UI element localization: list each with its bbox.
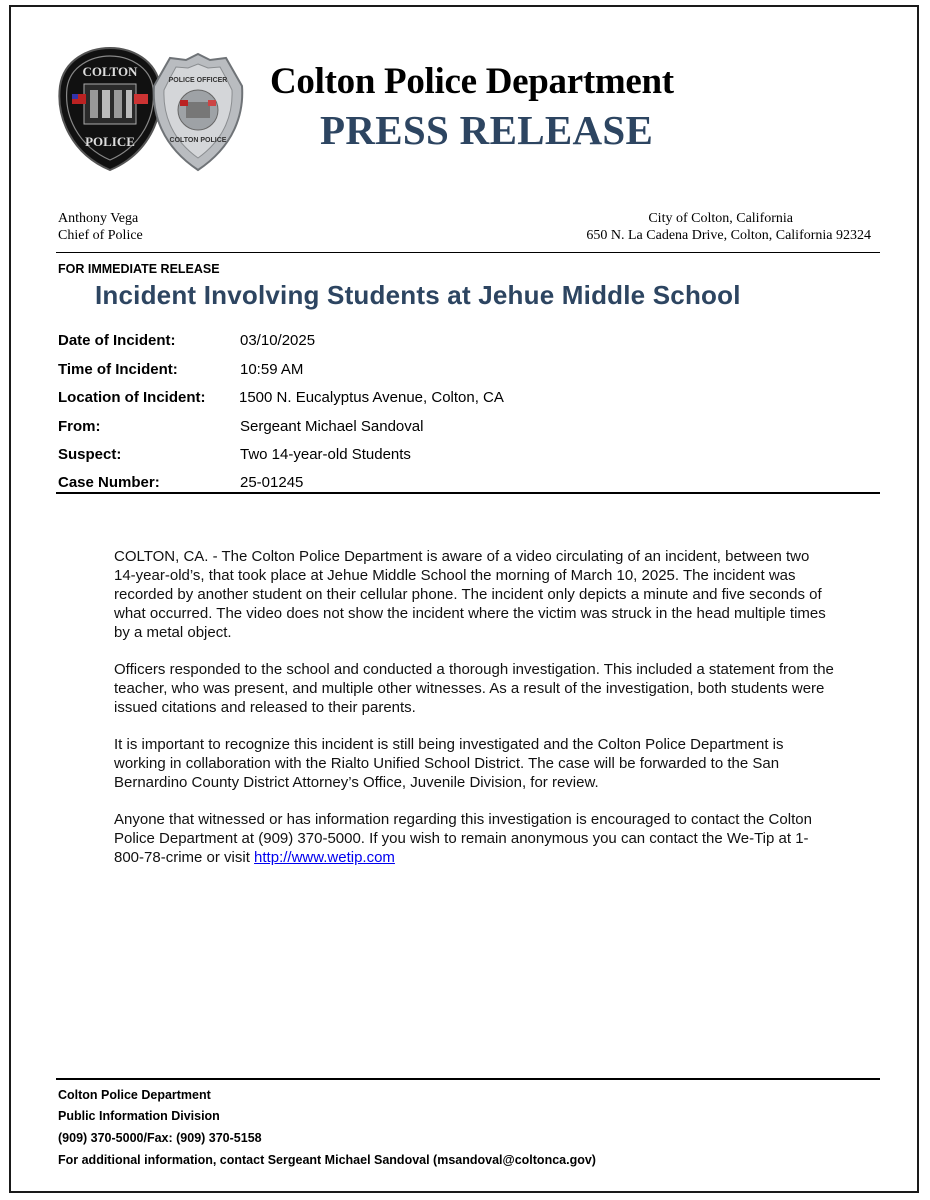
case-number-value: 25-01245 [240,474,304,491]
body-paragraph-3: It is important to recognize this incident is still being investigated and the Colton Police Department is working in collaboration with the Rialto Unified School District. The case will be forwarded to the San Bernardino County District Attorney’s Office, Juvenile Division, for review. [114,736,784,791]
time-value: 10:59 AM [240,361,304,378]
svg-text:COLTON POLICE: COLTON POLICE [169,137,227,144]
footer-phone-fax: (909) 370-5000/Fax: (909) 370-5158 [58,1131,262,1145]
suspect-label: Suspect: [58,446,122,463]
city-name: City of Colton, California [648,211,793,226]
date-value: 03/10/2025 [240,332,316,349]
wetip-link[interactable]: http://www.wetip.com [254,849,395,866]
contact-text: Anyone that witnessed or has information regarding this investigation is encouraged to contact the Colton Police Department at (909) 370-5000. If you wish to remain anonymous you can contact the We-Tip at 1-800-78-crime or visit [114,811,812,866]
header-divider [56,252,880,253]
body-paragraph-4 [114,810,834,867]
chief-name: Anthony Vega [58,211,139,226]
release-flag: FOR IMMEDIATE RELEASE [58,262,220,276]
svg-text:COLTON: COLTON [82,64,138,79]
time-label: Time of Incident: [58,361,178,378]
press-release-title: PRESS RELEASE [320,107,654,153]
headline: Incident Involving Students at Jehue Middle School [95,280,741,310]
press-release-body [114,547,834,885]
case-number-label: Case Number: [58,474,160,491]
footer-divider [56,1078,880,1080]
location-value: 1500 N. Eucalyptus Avenue, Colton, CA [239,389,504,406]
city-address: 650 N. La Cadena Drive, Colton, California 92324 [586,228,871,243]
chief-title: Chief of Police [58,228,143,243]
footer-contact: For additional information, contact Sergeant Michael Sandoval (msandoval@coltonca.gov) [58,1153,596,1167]
location-label: Location of Incident: [58,389,206,406]
body-paragraph-1: COLTON, CA. - The Colton Police Department is aware of a video circulating of an incident, between two 14-year-old’s, that took place at Jehue Middle School the morning of March 10, 2025. The incident was recorded by another student on their cellular phone. The incident only depicts a minute and five seconds of what occurred. The video does not show the incident where the victim was struck in the head multiple times by a metal object. [114,548,826,641]
department-title: Colton Police Department [270,61,674,102]
footer-department: Colton Police Department [58,1088,211,1102]
police-patch-logo [56,46,164,172]
from-value: Sergeant Michael Sandoval [240,418,424,435]
svg-text:POLICE OFFICER: POLICE OFFICER [168,77,228,84]
body-paragraph-2: Officers responded to the school and conducted a thorough investigation. This included a statement from the teacher, who was present, and multiple other witnesses. As a result of the investigation, both students were issued citations and released to their parents. [114,661,834,716]
footer-division: Public Information Division [58,1109,220,1123]
police-badge-logo [150,50,246,174]
details-divider [56,492,880,494]
suspect-value: Two 14-year-old Students [240,446,411,463]
date-label: Date of Incident: [58,332,176,349]
svg-text:POLICE: POLICE [85,134,135,149]
from-label: From: [58,418,101,435]
